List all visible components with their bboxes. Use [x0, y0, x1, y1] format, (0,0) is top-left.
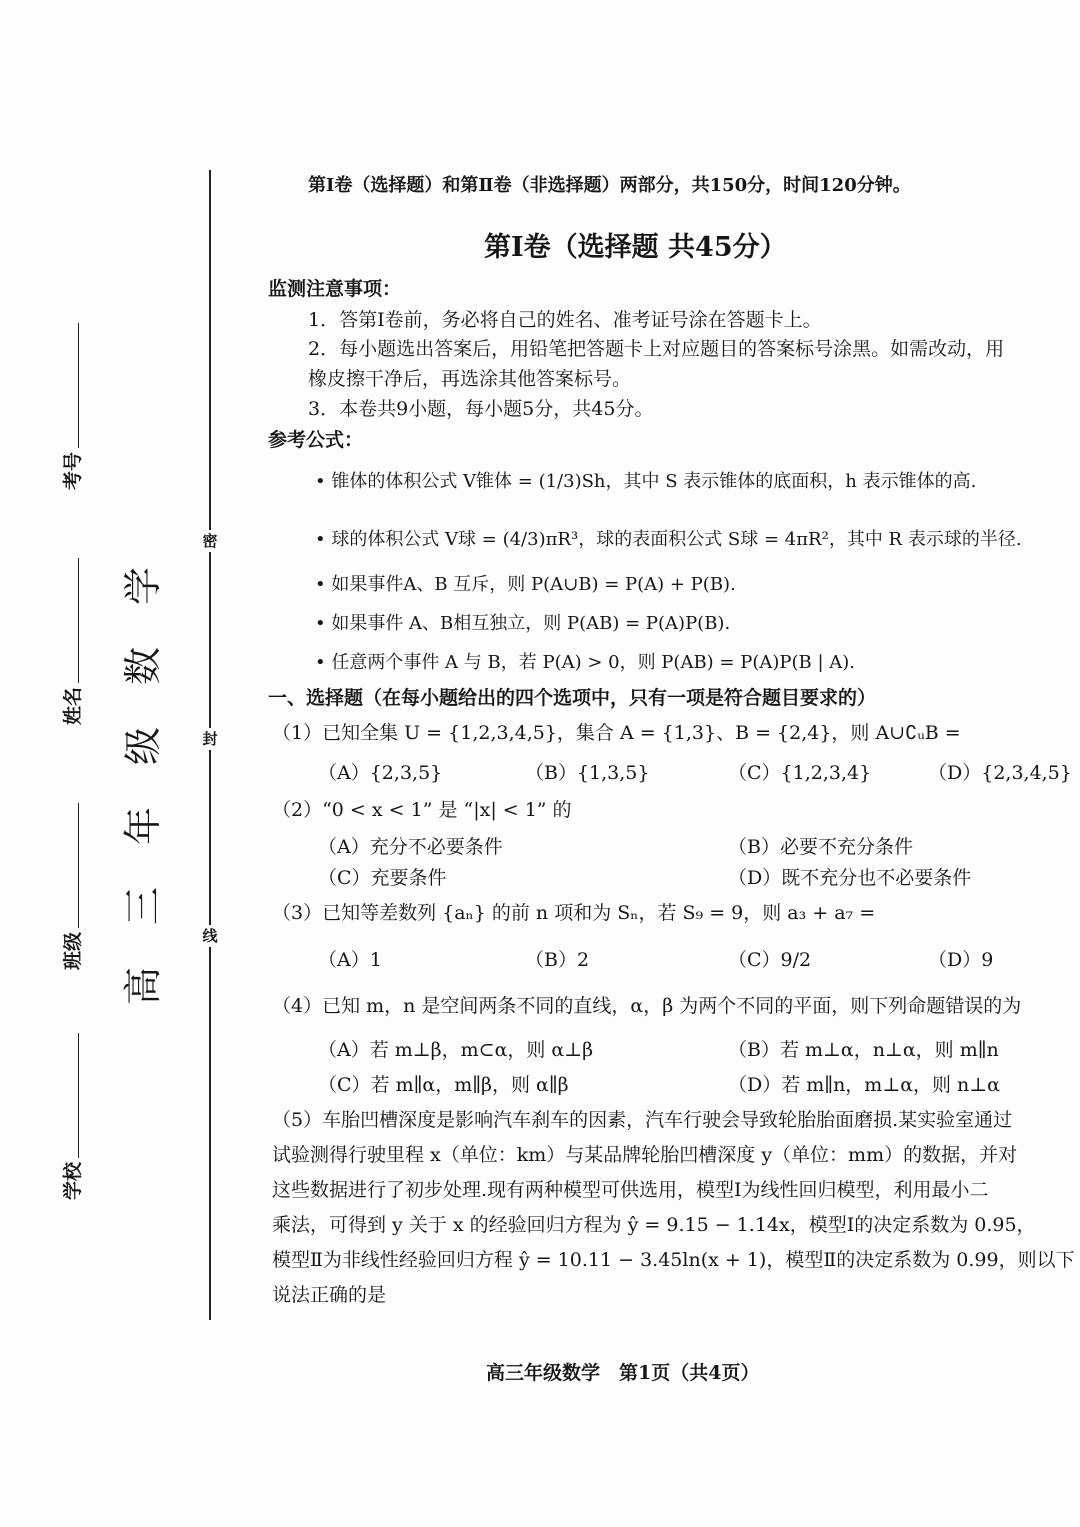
notice-item: 橡皮擦干净后，再选涂其他答案标号。: [308, 368, 632, 390]
seal-mark: 线: [200, 925, 220, 947]
question-line: 说法正确的是: [272, 1284, 387, 1306]
subject-vertical-title: 高三年级数学: [121, 524, 165, 1005]
option-c: （C）{1,2,3,4}: [728, 762, 872, 784]
field-label: 考号: [62, 451, 84, 490]
question-line: （5）车胎凹槽深度是影响汽车刹车的因素，汽车行驶会导致轮胎胎面磨损.某实验室通过: [272, 1109, 1013, 1131]
field-label: 学校: [62, 1161, 84, 1200]
field-blank[interactable]: [64, 558, 79, 683]
option-c: （C）充要条件: [318, 867, 447, 889]
option-b: （B）{1,3,5}: [525, 762, 650, 784]
field-blank[interactable]: [64, 803, 79, 928]
part-one-heading: 一、选择题（在每小题给出的四个选项中，只有一项是符合题目要求的）: [268, 687, 877, 709]
option-b: （B）2: [525, 949, 590, 971]
option-d: （D）{2,3,4,5}: [928, 762, 1072, 784]
option-a: （A）1: [318, 949, 382, 971]
option-b: （B）必要不充分条件: [728, 836, 913, 858]
formula-item: • 如果事件A、B 互斥，则 P(A∪B) = P(A) + P(B).: [315, 574, 736, 595]
question-line: 试验测得行驶里程 x（单位：km）与某品牌轮胎凹槽深度 y（单位：mm）的数据，并对: [272, 1144, 1018, 1166]
notice-item: 3．本卷共9小题，每小题5分，共45分。: [308, 398, 654, 420]
notice-item: 1．答第Ⅰ卷前，务必将自己的姓名、准考证号涂在答题卡上。: [308, 309, 822, 331]
formula-item: • 球的体积公式 V球 = (4/3)πR³，球的表面积公式 S球 = 4πR²，其中 R 表示球的半径.: [315, 529, 1022, 550]
question-stem: （1）已知全集 U = {1,2,3,4,5}，集合 A = {1,3}、B = {2,4}，则 A∪∁ᵤB =: [272, 722, 961, 744]
question-stem: （2）“0 < x < 1” 是 “|x| < 1” 的: [272, 799, 572, 821]
question-line: 模型Ⅱ为非线性经验回归方程 ŷ = 10.11 − 3.45ln(x + 1)，模型Ⅱ的决定系数为 0.99，则以下: [272, 1249, 1075, 1271]
option-d: （D）若 m∥n，m⊥α，则 n⊥α: [728, 1074, 1000, 1096]
notice-heading: 监测注意事项：: [268, 278, 402, 300]
page-footer: 高三年级数学 第1页（共4页）: [486, 1362, 760, 1384]
question-line: 这些数据进行了初步处理.现有两种模型可供选用，模型Ⅰ为线性回归模型，利用最小二: [272, 1179, 989, 1201]
exam-number-field[interactable]: [58, 323, 85, 490]
option-d: （D）9: [928, 949, 994, 971]
option-c: （C）若 m∥α，m∥β，则 α∥β: [318, 1074, 569, 1096]
formula-item: • 任意两个事件 A 与 B，若 P(A) > 0，则 P(AB) = P(A)P(B | A).: [315, 652, 855, 673]
school-field[interactable]: [58, 1033, 85, 1200]
header-note: 第Ⅰ卷（选择题）和第Ⅱ卷（非选择题）两部分，共150分，时间120分钟。: [308, 175, 911, 196]
seal-mark: 封: [200, 728, 220, 750]
section-title: 第Ⅰ卷（选择题 共45分）: [484, 232, 787, 263]
formulas-heading: 参考公式：: [268, 429, 364, 451]
option-d: （D）既不充分也不必要条件: [728, 867, 972, 889]
question-stem: （3）已知等差数列 {aₙ} 的前 n 项和为 Sₙ，若 S₉ = 9，则 a₃ + a₇ =: [272, 902, 876, 924]
name-field[interactable]: [58, 558, 85, 725]
formula-item: • 如果事件 A、B相互独立，则 P(AB) = P(A)P(B).: [315, 613, 731, 634]
field-label: 姓名: [62, 686, 84, 725]
question-stem: （4）已知 m，n 是空间两条不同的直线，α，β 为两个不同的平面，则下列命题错误的为: [272, 995, 1022, 1017]
notice-item: 2．每小题选出答案后，用铅笔把答题卡上对应题目的答案标号涂黑。如需改动，用: [308, 338, 1005, 360]
formula-item: • 锥体的体积公式 V锥体 = (1/3)Sh，其中 S 表示锥体的底面积，h 表示锥体的高.: [315, 471, 977, 492]
option-a: （A）{2,3,5}: [318, 762, 443, 784]
option-a: （A）若 m⊥β，m⊂α，则 α⊥β: [318, 1039, 594, 1061]
field-blank[interactable]: [64, 1033, 79, 1158]
field-blank[interactable]: [64, 323, 79, 448]
field-label: 班级: [62, 931, 84, 970]
option-b: （B）若 m⊥α，n⊥α，则 m∥n: [728, 1039, 999, 1061]
option-c: （C）9/2: [728, 949, 812, 971]
question-line: 乘法，可得到 y 关于 x 的经验回归方程为 ŷ = 9.15 − 1.14x，模型Ⅰ的决定系数为 0.95，: [272, 1214, 1036, 1236]
option-a: （A）充分不必要条件: [318, 836, 503, 858]
class-field[interactable]: [58, 803, 85, 970]
seal-mark: 密: [200, 530, 220, 552]
